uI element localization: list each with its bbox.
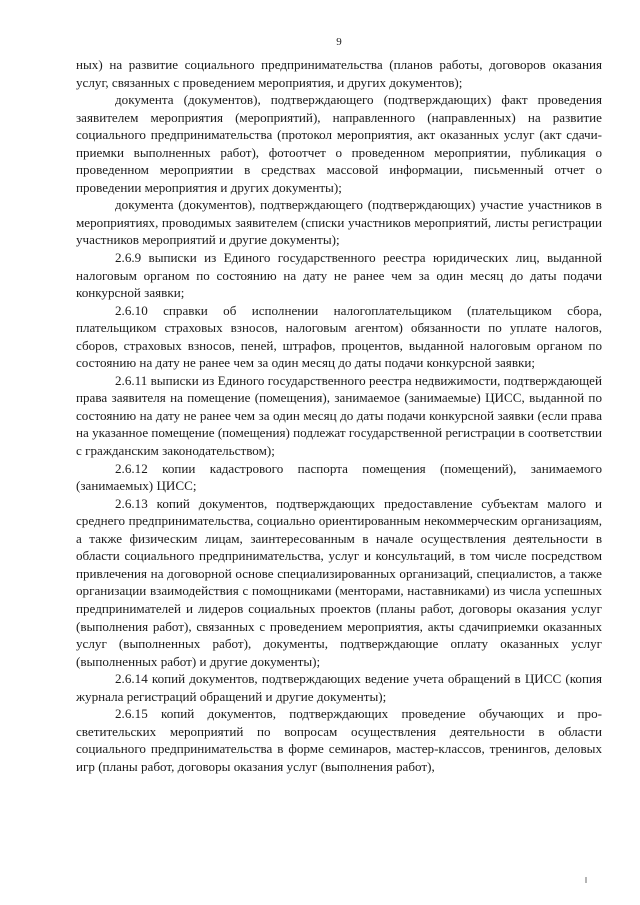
page-number: 9 — [336, 36, 342, 48]
document-page — [76, 36, 602, 775]
paragraph-item-2-6-13: 2.6.13 копий документов, подтверждающих предоставление субъектам малого и среднего предпринимательства, социально ориентированным некоммерческим организациям, а также физическим лицам, заинтересованным в начале осуществления деятельности в области социального предпринимательства, услуг и консультаций, в том числе посредством привлечения на договорной основе специализированных организаций, специалистов, а также организации взаимодействия с помощниками (менторами, наставниками) из числа успешных предпринимателей и лидеров социальных проектов (планы работ, договоры оказания услуг (выполнения работ), связанных с проведением мероприятия, акты сдачиприемки оказанных услуг (выполненных работ), документы, подтверждающие оплату оказанных услуг (выполненных работ) и другие документы); — [76, 495, 602, 669]
scan-artifact-mark — [585, 877, 587, 883]
paragraph-item-2-6-15: 2.6.15 копий документов, подтверждающих проведение обучающих и просветительских мероприятий по вопросам осуществления деятельности в области социального предпринимательства в форме семинаров, мастер-классов, тренингов, деловых игр (планы работ, договоры оказания услуг (выполнения работ), — [76, 706, 602, 774]
paragraph-item-2-6-10: 2.6.10 справки об исполнении налогоплательщиком (плательщиком сбора, плательщиком страховых взносов, налоговым агентом) обязанности по уплате налогов, сборов, страховых взносов, пеней, штрафов, процентов, выданной налоговым органом по состоянию на дату не ранее чем за один месяц до даты подачи конкурсной заявки; — [76, 302, 602, 371]
paragraph-continuation: ных) на развитие социального предпринимательства (планов работы, договоров оказания услуг, связанных с проведением мероприятия, и других документов); — [76, 57, 602, 90]
paragraph-item-2-6-9: 2.6.9 выписки из Единого государственного реестра юридических лиц, выданной налоговым органом по состоянию на дату не ранее чем за один месяц до даты подачи конкурсной заявки; — [76, 250, 602, 301]
paragraph-item-2-6-14: 2.6.14 копий документов, подтверждающих ведение учета обращений в ЦИСС (копия журнала регистраций обращений и другие документы); — [76, 671, 602, 704]
paragraph-item-2-6-11: 2.6.11 выписки из Единого государственного реестра недвижимости, подтверждающей права заявителя на помещение (помещения), занимаемое (занимаемые) ЦИСС, выданной по состоянию на дату не ранее чем за один месяц до даты подачи конкурсной заявки (если права на указанное помещение (помещения) подлежат государственной регистрации в соответствии с гражданским законодательством); — [76, 372, 602, 459]
paragraph-item-2-6-12: 2.6.12 копии кадастрового паспорта помещения (помещений), занимаемого (занимаемых) ЦИСС; — [76, 460, 602, 494]
paragraph-participation-documents: документа (документов), подтверждающего (подтверждающих) участие участников в мероприятиях, проводимых заявителем (списки участников мероприятий, листы регистрации участников мероприятий и другие документы); — [76, 197, 602, 248]
paragraph-fact-documents: документа (документов), подтверждающего (подтверждающих) факт проведения заявителем мероприятия (мероприятий), направленного (направленных) на развитие социального предпринимательства (протокол мероприятия, акт оказанных услуг (акт сдачи-приемки выполненных работ), фотоотчет о проведенном мероприятии, публикация о проведенном мероприятии в средствах массовой информации, письменный отчет о проведении мероприятия и других документы); — [76, 92, 602, 195]
